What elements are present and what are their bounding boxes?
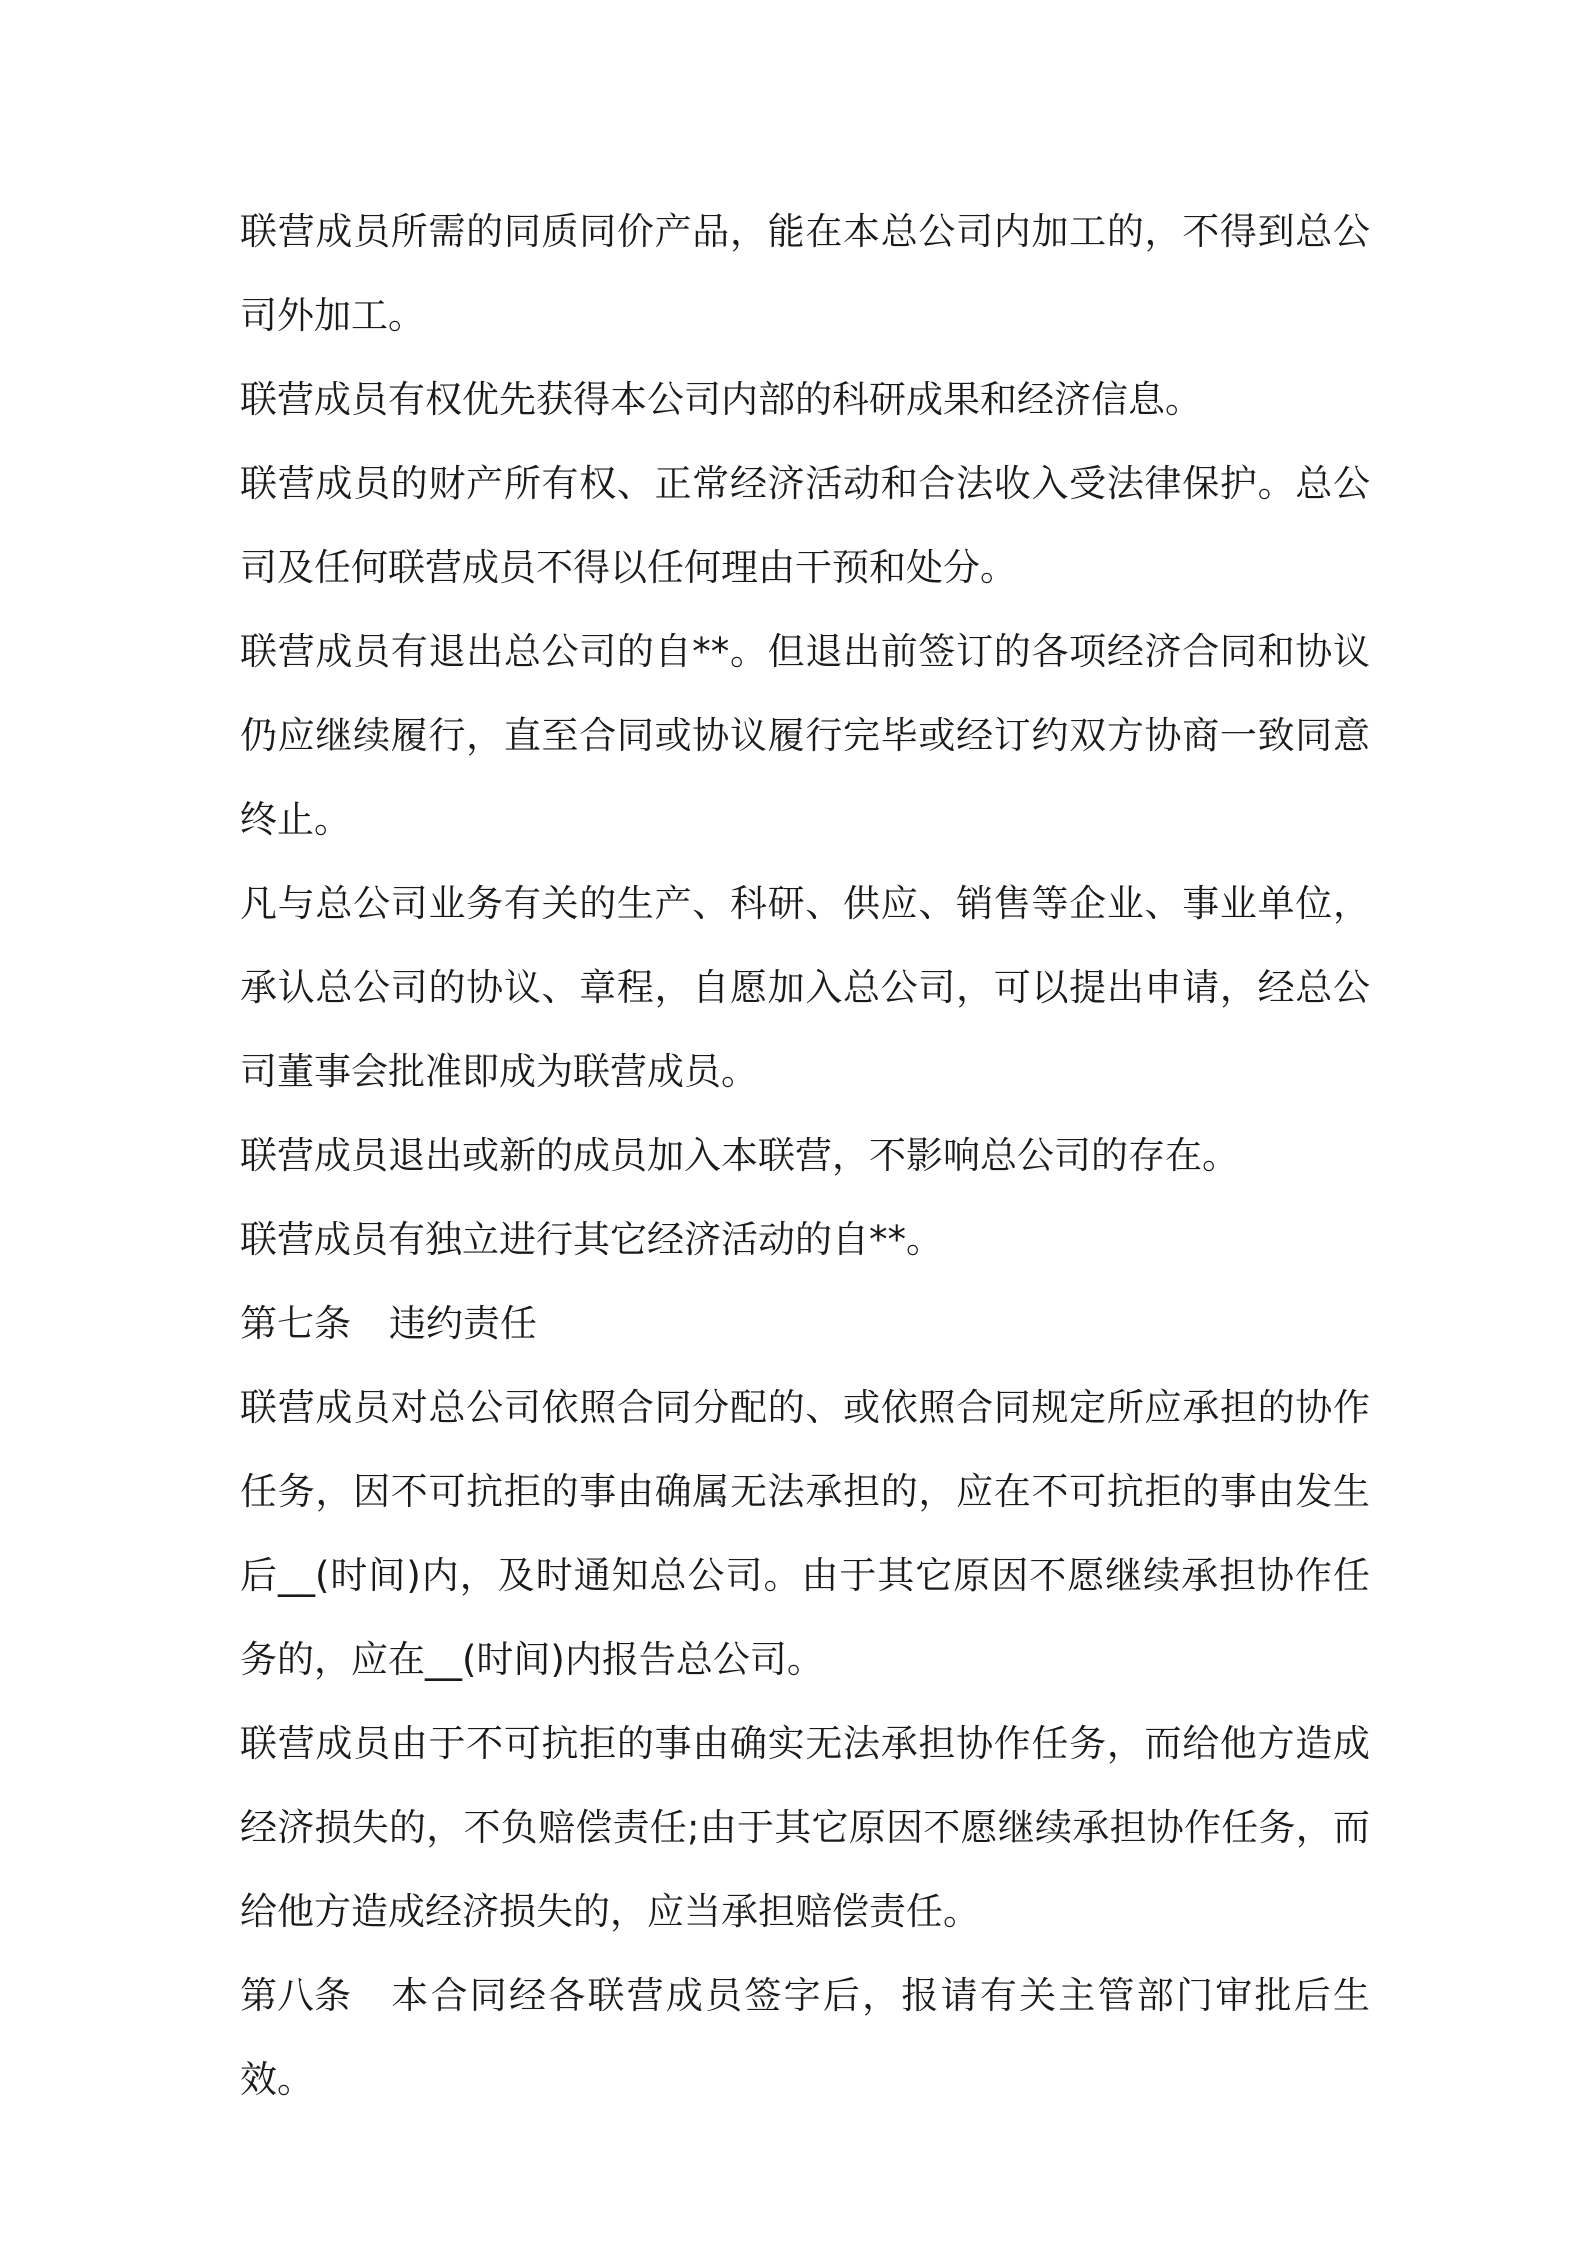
- paragraph: 联营成员的财产所有权、正常经济活动和合法收入受法律保护。总公司及任何联营成员不得以任何理由干预和处分。: [240, 462, 1370, 589]
- paragraph: 联营成员由于不可抗拒的事由确实无法承担协作任务，而给他方造成经济损失的，不负赔偿责任;由于其它原因不愿继续承担协作任务，而给他方造成经济损失的，应当承担赔偿责任。: [240, 1722, 1370, 1933]
- document-body: [240, 190, 1370, 2122]
- article-text: 本合同经各联营成员签字后，报请有关主管部门审批后生效。: [240, 1974, 1370, 2101]
- article-7-heading: [240, 1282, 1370, 1366]
- article-title: 违约责任: [389, 1302, 537, 1345]
- article-number: 第七条: [240, 1302, 351, 1345]
- paragraph: 联营成员所需的同质同价产品，能在本总公司内加工的，不得到总公司外加工。: [240, 210, 1370, 337]
- paragraph: 联营成员有退出总公司的自**。但退出前签订的各项经济合同和协议仍应继续履行，直至合同或协议履行完毕或经订约双方协商一致同意终止。: [240, 630, 1370, 841]
- article-8-heading: [240, 1954, 1370, 2122]
- paragraph: 联营成员退出或新的成员加入本联营，不影响总公司的存在。: [240, 1134, 1239, 1177]
- paragraph: 联营成员对总公司依照合同分配的、或依照合同规定所应承担的协作任务，因不可抗拒的事由确属无法承担的，应在不可抗拒的事由发生后__(时间)内，及时通知总公司。由于其它原因不愿继续承担协作任务的，应在__(时间)内报告总公司。: [240, 1386, 1370, 1681]
- paragraph: 联营成员有权优先获得本公司内部的科研成果和经济信息。: [240, 378, 1202, 421]
- paragraph: 凡与总公司业务有关的生产、科研、供应、销售等企业、事业单位，承认总公司的协议、章程，自愿加入总公司，可以提出申请，经总公司董事会批准即成为联营成员。: [240, 882, 1370, 1093]
- article-number: 第八条: [240, 1974, 351, 2017]
- paragraph: 联营成员有独立进行其它经济活动的自**。: [240, 1218, 943, 1261]
